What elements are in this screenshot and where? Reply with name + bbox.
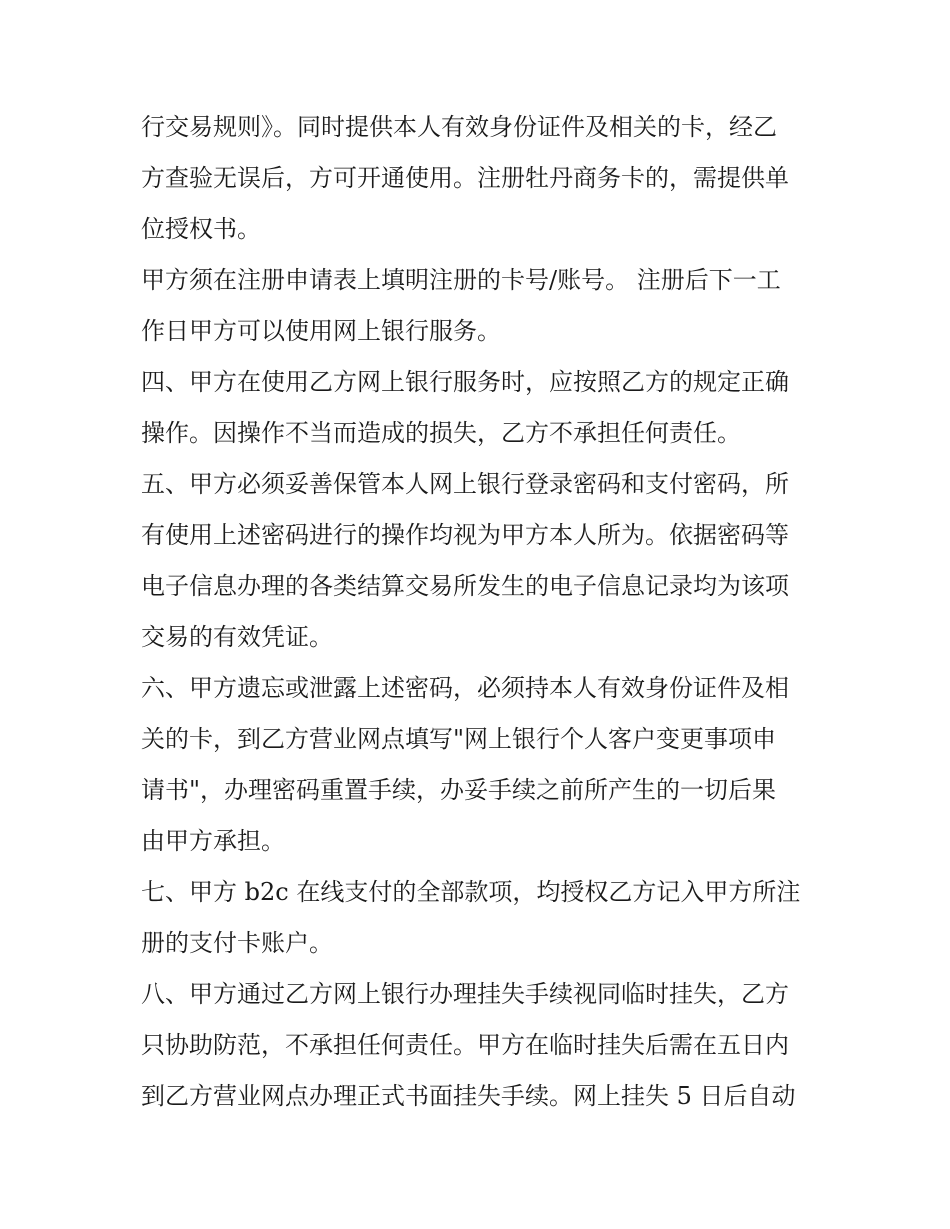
text-line: 八、甲方通过乙方网上银行办理挂失手续视同临时挂失，乙方 xyxy=(141,980,789,1008)
text-line: 五、甲方必须妥善保管本人网上银行登录密码和支付密码，所 xyxy=(141,470,789,498)
text-line: 请书"，办理密码重置手续，办妥手续之前所产生的一切后果 xyxy=(141,776,777,804)
text-line: 作日甲方可以使用网上银行服务。 xyxy=(141,317,501,345)
text-line: 方查验无误后，方可开通使用。注册牡丹商务卡的，需提供单 xyxy=(141,164,789,192)
text-line: 到乙方营业网点办理正式书面挂失手续。网上挂失 5 日后自动 xyxy=(141,1082,796,1110)
document-body xyxy=(141,102,821,1122)
text-line: 甲方须在注册申请表上填明注册的卡号/账号。 注册后下一工 xyxy=(141,266,781,294)
text-line: 六、甲方遗忘或泄露上述密码，必须持本人有效身份证件及相 xyxy=(141,674,789,702)
text-line: 位授权书。 xyxy=(141,215,261,243)
text-line: 操作。因操作不当而造成的损失，乙方不承担任何责任。 xyxy=(141,419,741,447)
text-line: 只协助防范，不承担任何责任。甲方在临时挂失后需在五日内 xyxy=(141,1031,789,1059)
text-line: 七、甲方 b2c 在线支付的全部款项，均授权乙方记入甲方所注 xyxy=(141,878,801,906)
text-line: 电子信息办理的各类结算交易所发生的电子信息记录均为该项 xyxy=(141,572,789,600)
text-line: 四、甲方在使用乙方网上银行服务时，应按照乙方的规定正确 xyxy=(141,368,789,396)
text-line: 册的支付卡账户。 xyxy=(141,929,333,957)
text-line: 交易的有效凭证。 xyxy=(141,623,333,651)
text-line: 关的卡，到乙方营业网点填写"网上银行个人客户变更事项申 xyxy=(141,725,777,753)
text-line: 行交易规则》。同时提供本人有效身份证件及相关的卡，经乙 xyxy=(141,113,777,141)
text-line: 有使用上述密码进行的操作均视为甲方本人所为。依据密码等 xyxy=(141,521,789,549)
text-line: 由甲方承担。 xyxy=(141,827,285,855)
